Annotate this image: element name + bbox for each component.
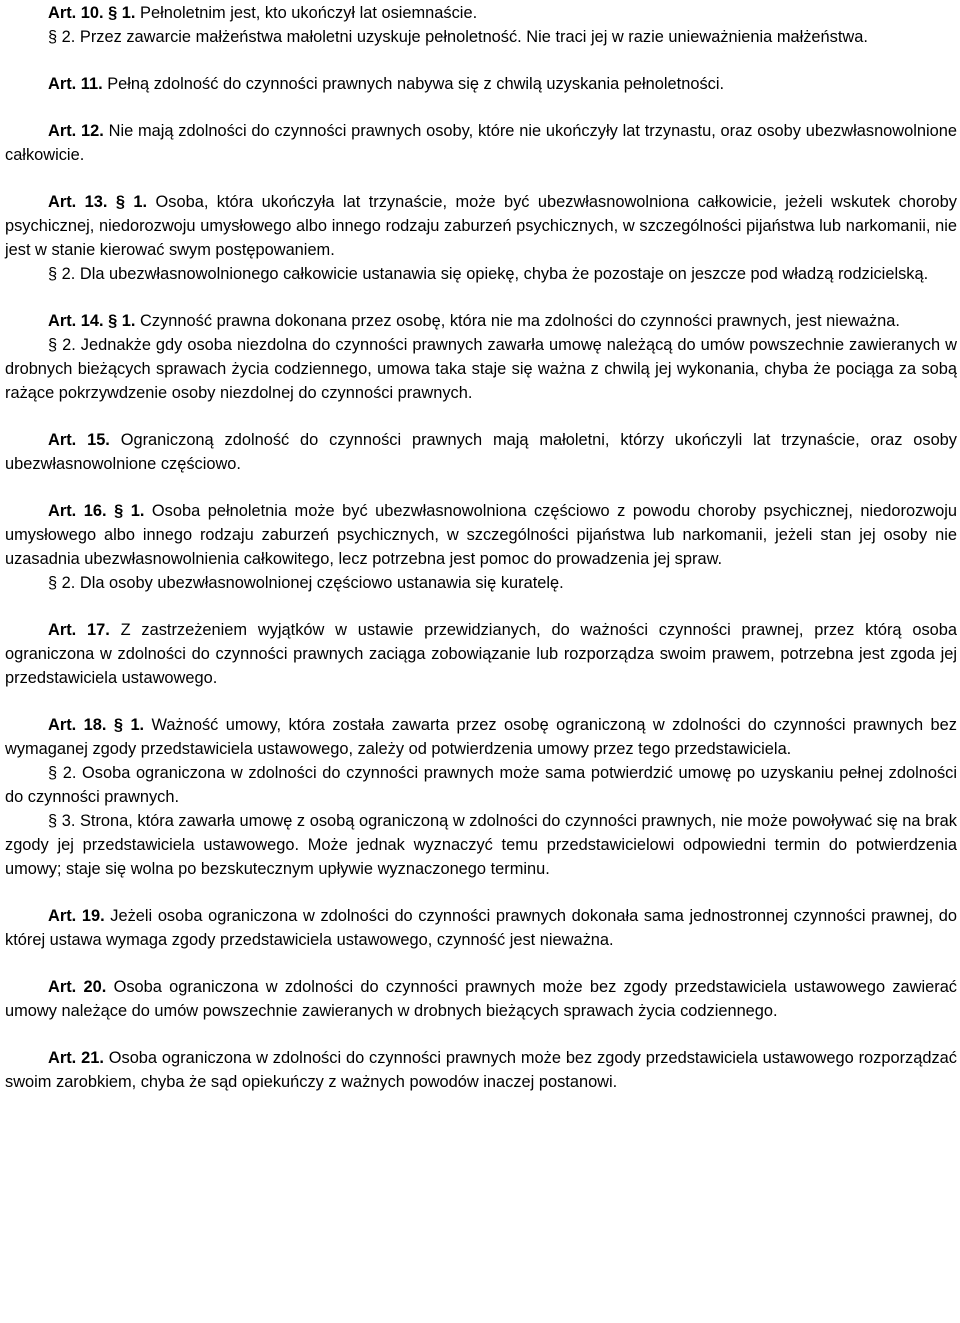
article <box>5 713 957 881</box>
paragraph-text: Przez zawarcie małżeństwa małoletni uzyskuje pełnoletność. Nie traci jej w razie unieważnienia małżeństwa. <box>79 28 868 46</box>
section-marker: § 3. <box>48 812 76 830</box>
article <box>5 904 957 952</box>
section-marker: § 2. <box>48 764 77 782</box>
paragraph-text: Osoba ograniczona w zdolności do czynności prawnych może sama potwierdzić umowę po uzyskaniu pełnej zdolności do czynności prawnych. <box>5 764 957 806</box>
section-marker: § 2. <box>48 336 76 354</box>
article-number: Art. 15. <box>48 431 110 449</box>
paragraph-text: Jeżeli osoba ograniczona w zdolności do czynności prawnych dokonała sama jednostronnej czynności prawnej, do której ustawa wymaga zgody przedstawiciela ustawowego, czynność jest nieważna. <box>5 907 957 949</box>
article <box>5 72 957 96</box>
article-number: Art. 14. <box>48 312 104 330</box>
article-paragraph <box>5 333 957 405</box>
section-marker: § 2. <box>48 28 76 46</box>
article <box>5 190 957 286</box>
article-number: Art. 13. <box>48 193 108 211</box>
section-marker: § 1. <box>108 4 136 22</box>
article-paragraph <box>5 25 957 49</box>
article-paragraph <box>5 72 957 96</box>
section-marker: § 2. <box>48 265 76 283</box>
section-marker: § 1. <box>115 193 148 211</box>
paragraph-text: Dla ubezwłasnowolnionego całkowicie ustanawia się opiekę, chyba że pozostaje on jeszcze pod władzą rodzicielską. <box>79 265 929 283</box>
article <box>5 975 957 1023</box>
paragraph-text: Strona, która zawarła umowę z osobą ograniczoną w zdolności do czynności prawnych, nie może powoływać się na brak zgody jej przedstawiciela ustawowego. Może jednak wyznaczyć temu przedstawicielowi odpowiedni termin do potwierdzenia umowy; staje się wolna po bezskutecznym upływie wyznaczonego terminu. <box>5 812 957 878</box>
paragraph-text: Pełną zdolność do czynności prawnych nabywa się z chwilą uzyskania pełnoletności. <box>107 75 725 93</box>
article-paragraph <box>5 309 957 333</box>
section-marker: § 1. <box>113 716 145 734</box>
article-number: Art. 16. <box>48 502 107 520</box>
article-number: Art. 12. <box>48 122 104 140</box>
article-paragraph <box>5 262 957 286</box>
article-paragraph <box>5 761 957 809</box>
article-paragraph <box>5 1046 957 1094</box>
section-marker: § 1. <box>114 502 145 520</box>
paragraph-text: Osoba pełnoletnia może być ubezwłasnowolniona częściowo z powodu choroby psychicznej, niedorozwoju umysłowego albo innego rodzaju zaburzeń psychicznych, w szczególności pijaństwa lub narkomanii, jeżeli stan jej osoby nie uzasadnia ubezwłasnowolnienia całkowitego, lecz potrzebna jest pomoc do prowadzenia jej spraw. <box>5 502 957 568</box>
paragraph-text: Ważność umowy, która została zawarta przez osobę ograniczoną w zdolności do czynności prawnych bez wymaganej zgody przedstawiciela ustawowego, zależy od potwierdzenia umowy przez tego przedstawiciela. <box>5 716 957 758</box>
paragraph-text: Jednakże gdy osoba niezdolna do czynności prawnych zawarła umowę należącą do umów powszechnie zawieranych w drobnych bieżących sprawach życia codziennego, umowa taka staje się ważna z chwilą jej wykonania, chyba że pociąga za sobą rażące pokrzywdzenie osoby niezdolnej do czynności prawnych. <box>5 336 957 402</box>
article-paragraph <box>5 190 957 262</box>
article-number: Art. 19. <box>48 907 105 925</box>
article-number: Art. 17. <box>48 621 110 639</box>
paragraph-text: Ograniczoną zdolność do czynności prawnych mają małoletni, którzy ukończyli lat trzynaście, oraz osoby ubezwłasnowolnione częściowo. <box>5 431 957 473</box>
article-number: Art. 11. <box>48 75 103 93</box>
article-paragraph <box>5 571 957 595</box>
article-number: Art. 20. <box>48 978 107 996</box>
section-marker: § 2. <box>48 574 76 592</box>
article-paragraph <box>5 618 957 690</box>
article-paragraph <box>5 428 957 476</box>
paragraph-text: Osoba ograniczona w zdolności do czynności prawnych może bez zgody przedstawiciela ustawowego rozporządzać swoim zarobkiem, chyba że sąd opiekuńczy z ważnych powodów inaczej postanowi. <box>5 1049 957 1091</box>
section-marker: § 1. <box>108 312 136 330</box>
article <box>5 1 957 49</box>
article-paragraph <box>5 119 957 167</box>
paragraph-text: Pełnoletnim jest, kto ukończył lat osiemnaście. <box>140 4 478 22</box>
article <box>5 618 957 690</box>
paragraph-text: Osoba ograniczona w zdolności do czynności prawnych może bez zgody przedstawiciela ustawowego zawierać umowy należące do umów powszechnie zawieranych w drobnych bieżących sprawach życia codziennego. <box>5 978 958 1020</box>
article <box>5 1046 957 1094</box>
article-number: Art. 10. <box>48 4 104 22</box>
document-body <box>5 1 957 1117</box>
paragraph-text: Nie mają zdolności do czynności prawnych osoby, które nie ukończyły lat trzynastu, oraz osoby ubezwłasnowolnione całkowicie. <box>5 122 957 164</box>
article <box>5 309 957 405</box>
article-paragraph <box>5 1 957 25</box>
article-paragraph <box>5 499 957 571</box>
paragraph-text: Czynność prawna dokonana przez osobę, która nie ma zdolności do czynności prawnych, jest nieważna. <box>140 312 900 330</box>
article <box>5 499 957 595</box>
article-number: Art. 21. <box>48 1049 104 1067</box>
article <box>5 119 957 167</box>
paragraph-text: Z zastrzeżeniem wyjątków w ustawie przewidzianych, do ważności czynności prawnej, przez którą osoba ograniczona w zdolności do czynności prawnych zaciąga zobowiązanie lub rozporządza swoim prawem, potrzebna jest zgoda jej przedstawiciela ustawowego. <box>5 621 957 687</box>
article <box>5 428 957 476</box>
article-paragraph <box>5 713 957 761</box>
paragraph-text: Dla osoby ubezwłasnowolnionej częściowo ustanawia się kuratelę. <box>79 574 564 592</box>
paragraph-text: Osoba, która ukończyła lat trzynaście, może być ubezwłasnowolniona całkowicie, jeżeli wskutek choroby psychicznej, niedorozwoju umysłowego albo innego rodzaju zaburzeń psychicznych, w szczególności pijaństwa lub narkomanii, nie jest w stanie kierować swym postępowaniem. <box>5 193 957 259</box>
article-paragraph <box>5 904 957 952</box>
article-paragraph <box>5 809 957 881</box>
article-number: Art. 18. <box>48 716 107 734</box>
article-paragraph <box>5 975 957 1023</box>
